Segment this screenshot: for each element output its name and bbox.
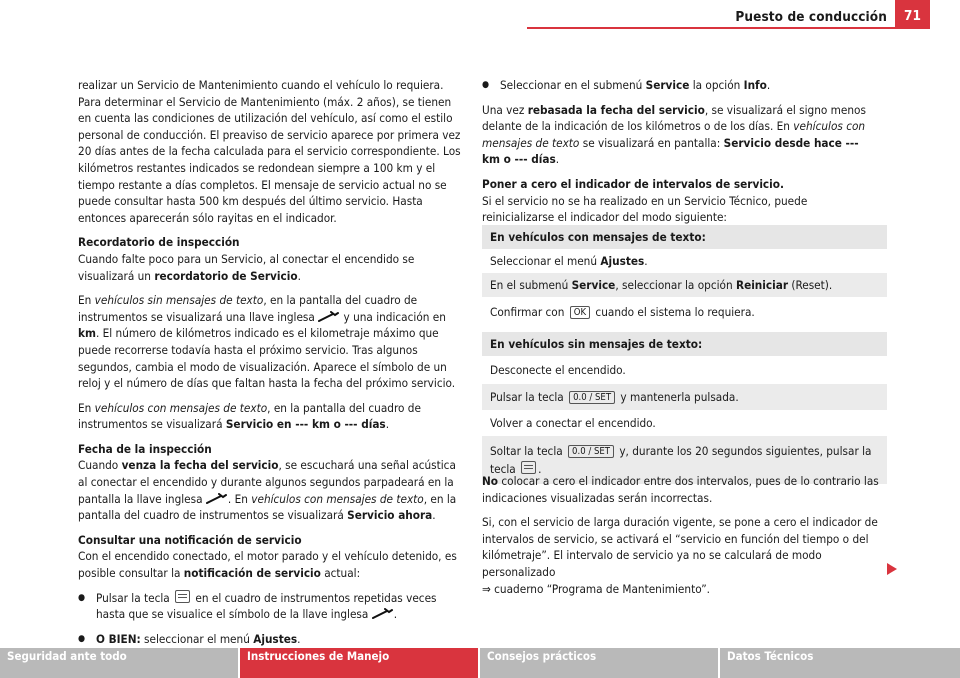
table-row: Soltar la tecla 0.0 / SET y, durante los 20 segundos siguientes, pulsar la tecla . (482, 436, 887, 484)
bullet-pulsar-tecla: ● Pulsar la tecla en el cuadro de instrumentos repetidas veces hasta que se visualice el símbolo de la llave inglesa . (78, 590, 463, 623)
table-con-mensajes (482, 225, 887, 327)
ok-key: OK (570, 306, 590, 319)
table-row: En el submenú Service, seleccionar la opción Reiniciar (Reset). (482, 273, 887, 297)
header-divider (527, 27, 930, 29)
footer-tab-instrucciones[interactable]: Instrucciones de Manejo (240, 648, 480, 678)
rebasada-paragraph: Una vez rebasada la fecha del servicio, se visualizará el signo menos delante de la indicación de los kilómetros o de los días. En vehículos con mensajes de texto se visualizará en pantalla: Servicio desde hace --- km o --- días. (482, 102, 866, 167)
table-sin-mensajes (482, 332, 887, 484)
recordatorio-heading: Recordatorio de inspección (78, 235, 240, 250)
no-reset-paragraph: No colocar a cero el indicador entre dos intervalos, pues de lo contrario las indicaciones visualizadas serán incorrectas. (482, 474, 879, 505)
table-row: Pulsar la tecla 0.0 / SET y mantenerla pulsada. (482, 384, 887, 410)
table-heading: En vehículos sin mensajes de texto: (482, 332, 887, 356)
intro-paragraph: realizar un Servicio de Mantenimiento cuando el vehículo lo requiera. Para determinar el Servicio de Mantenimiento (máx. 2 años), se tienen en cuenta las condiciones de utilización del vehículo, así como el estilo personal de conducción. El preaviso de servicio aparece por primera vez 20 días antes de la fecha calculada para el servicio correspondiente. Los kilómetros restantes indicados se redondean siempre a 100 km y el tiempo restante a días completos. El mensaje de servicio actual no se puede consultar hasta 500 km después del último servicio. Hasta entonces aparecerán sólo rayitas en el indicador. (78, 78, 461, 225)
bullet-service-info: ● Seleccionar en el submenú Service la opción Info. (482, 77, 880, 94)
next-page-arrow-icon[interactable] (887, 563, 897, 575)
consultar-heading: Consultar una notificación de servicio (78, 532, 302, 547)
footer-nav (0, 648, 960, 678)
set-key: 0.0 / SET (569, 391, 615, 404)
reset-heading: Poner a cero el indicador de intervalos de servicio. (482, 176, 784, 191)
fecha-paragraph: Cuando venza la fecha del servicio, se escuchará una señal acústica al conectar el encendido y durante algunos segundos parpadeará en la pantalla la llave inglesa . En vehículos con mensajes de texto, en la pantalla del cuadro de instrumentos se visualizará Servicio ahora. (78, 458, 457, 523)
reset-paragraph: Si el servicio no se ha realizado en un Servicio Técnico, puede reinicializarse el indicador del modo siguiente: (482, 193, 808, 225)
wrench-icon (318, 311, 340, 323)
fecha-heading: Fecha de la inspección (78, 441, 212, 456)
recordatorio-paragraph-1: Cuando falte poco para un Servicio, al conectar el encendido se visualizará un recordatorio de Servicio. (78, 251, 415, 283)
page-number: 71 (895, 0, 930, 27)
footer-tab-seguridad[interactable]: Seguridad ante todo (0, 648, 240, 678)
right-column-lower (482, 473, 880, 605)
table-row: Seleccionar el menú Ajustes. (482, 249, 887, 273)
table-row: Desconecte el encendido. (482, 356, 887, 384)
right-column (482, 77, 880, 234)
footer-tab-datos[interactable]: Datos Técnicos (720, 648, 960, 678)
wrench-icon (372, 608, 394, 620)
recordatorio-paragraph-2: En vehículos sin mensajes de texto, en la pantalla del cuadro de instrumentos se visualizará una llave inglesa y una indicación en km. El número de kilómetros indicado es el kilometraje máximo que puede recorrerse todavía hasta el próximo servicio. Tras algunos segundos, cambia el modo de visualización. Aparece el símbolo de un reloj y el número de días que faltan hasta la fecha del próximo servicio. (78, 293, 456, 391)
consultar-paragraph: Con el encendido conectado, el motor parado y el vehículo detenido, es posible consultar la notificación de servicio actual: (78, 549, 457, 581)
set-key: 0.0 / SET (568, 445, 614, 458)
page-title: Puesto de conducción (735, 9, 887, 25)
reference-arrow: ⇒ (482, 581, 491, 596)
recordatorio-paragraph-3: En vehículos con mensajes de texto, en la pantalla del cuadro de instrumentos se visualizará Servicio en --- km o --- días. (78, 400, 421, 432)
menu-key-icon (175, 590, 190, 603)
larga-duracion-paragraph: Si, con el servicio de larga duración vigente, se pone a cero el indicador de intervalos de servicio, se activará el “servicio en función del tiempo o del kilómetraje”. El intervalo de servicio ya no se calculará de modo personalizado ⇒ cuaderno “Programa de Mantenimiento”. (482, 515, 878, 596)
table-row: Confirmar con OK cuando el sistema lo requiera. (482, 297, 887, 327)
table-row: Volver a conectar el encendido. (482, 410, 887, 436)
footer-tab-consejos[interactable]: Consejos prácticos (480, 648, 720, 678)
left-column (78, 77, 463, 655)
table-heading: En vehículos con mensajes de texto: (482, 225, 887, 249)
bullet-o-bien: ● O BIEN: seleccionar el menú Ajustes. (78, 631, 463, 648)
wrench-icon (206, 493, 228, 505)
